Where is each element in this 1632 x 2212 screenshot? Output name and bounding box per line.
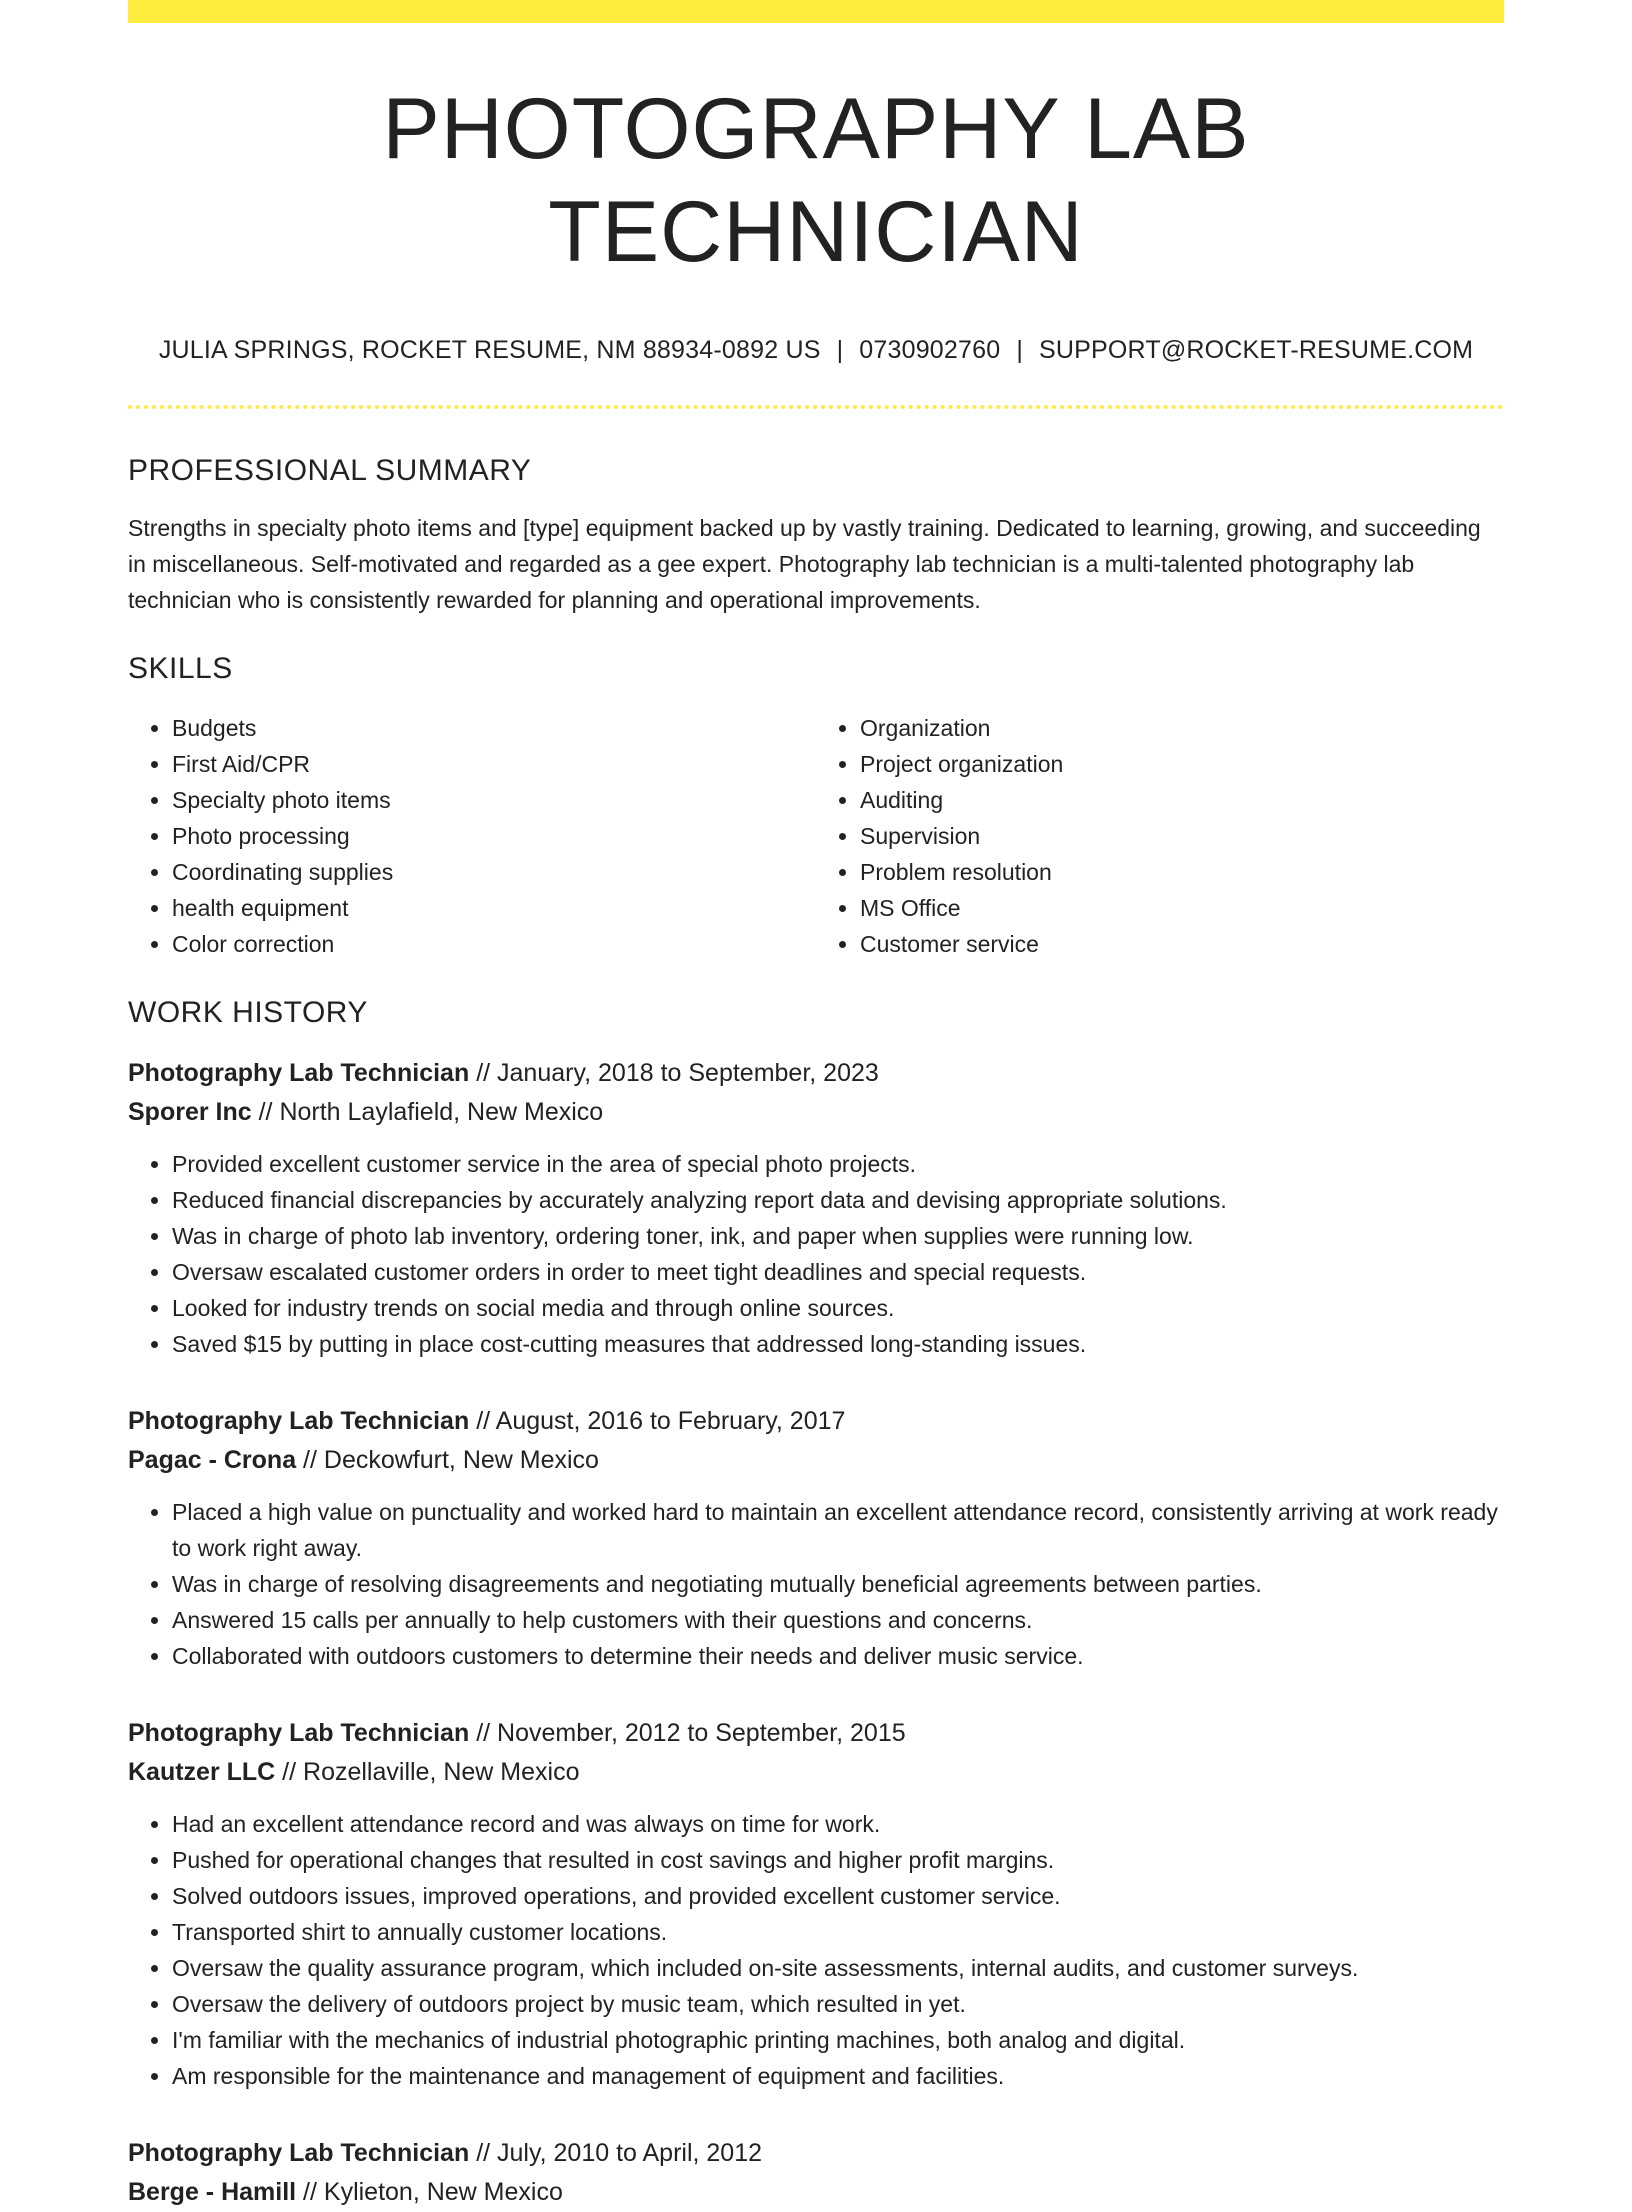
dotted-divider [128,405,1504,409]
summary-text: Strengths in specialty photo items and [type] equipment backed up by vastly training. Dedicated to learning, growing, and succeeding in miscellaneous. Self-motivated and regarded as a gee expert. Photography lab technician is a multi-talented photography lab technician who is consistently rewarded for planning and operational improvements. [128,515,1481,614]
job-company: Pagac - Crona [128,1446,297,1475]
skill-item: • Problem resolution [860,854,1504,890]
skill-item: • Auditing [860,782,1504,818]
skill-item: • Color correction [172,926,816,962]
job-bullet: • Pushed for operational changes that resulted in cost savings and higher profit margins. [172,1842,1504,1878]
job-company: Berge - Hamill [128,2178,297,2207]
job-bullet: • Saved $15 by putting in place cost-cutting measures that addressed long-standing issues. [172,1326,1504,1362]
job-bullet: • Transported shirt to annually customer locations. [172,1914,1504,1950]
job-role: Photography Lab Technician [128,1059,470,1088]
skill-item: • MS Office [860,890,1504,926]
summary-heading: PROFESSIONAL SUMMARY [128,454,532,488]
email-link[interactable]: SUPPORT@ROCKET-RESUME.COM [1039,336,1474,365]
job-bullet: • Solved outdoors issues, improved operations, and provided excellent customer service. [172,1878,1504,1914]
job-bullet: • Collaborated with outdoors customers to determine their needs and deliver music service. [172,1638,1504,1674]
accent-top-bar [128,0,1504,23]
job-entry [128,2134,1504,2212]
job-company-line [128,1441,1504,1480]
job-dates: // July, 2010 to April, 2012 [469,2139,763,2168]
job-bullet: • Answered 15 calls per annually to help customers with their questions and concerns. [172,1602,1504,1638]
job-entry [128,1402,1504,1674]
phone-text: 0730902760 [859,336,1001,365]
job-entry [128,1714,1504,2094]
skills-column-left [128,710,816,962]
job-role: Photography Lab Technician [128,2139,470,2168]
job-bullet: • Oversaw the quality assurance program, which included on-site assessments, internal audits, and customer surveys. [172,1950,1504,1986]
skill-item: • Project organization [860,746,1504,782]
skill-item: • Customer service [860,926,1504,962]
page-title: PHOTOGRAPHY LAB TECHNICIAN [382,81,1250,281]
job-bullets [128,1806,1504,2094]
job-location: // North Laylafield, New Mexico [251,1098,604,1127]
skill-item: • health equipment [172,890,816,926]
address-text: JULIA SPRINGS, ROCKET RESUME, NM 88934-0892 US [158,336,821,365]
job-title-line [128,2134,1504,2173]
job-bullet: • Was in charge of resolving disagreements and negotiating mutually beneficial agreements between parties. [172,1566,1504,1602]
skill-item: • Budgets [172,710,816,746]
work-history-heading: WORK HISTORY [128,996,368,1030]
job-bullets [128,1494,1504,1674]
job-dates: // January, 2018 to September, 2023 [469,1059,879,1088]
job-role: Photography Lab Technician [128,1719,470,1748]
job-company-line [128,2173,1504,2212]
job-dates: // August, 2016 to February, 2017 [469,1407,846,1436]
job-title-line [128,1402,1504,1441]
contact-line [128,336,1504,365]
job-title-line [128,1054,1504,1093]
skill-item: • First Aid/CPR [172,746,816,782]
job-bullet: • Had an excellent attendance record and was always on time for work. [172,1806,1504,1842]
skills-list [128,710,1504,962]
skills-column-right [816,710,1504,962]
skill-item: • Coordinating supplies [172,854,816,890]
job-bullet: • Oversaw escalated customer orders in order to meet tight deadlines and special requests. [172,1254,1504,1290]
job-bullet: • Was in charge of photo lab inventory, ordering toner, ink, and paper when supplies were running low. [172,1218,1504,1254]
job-title-line [128,1714,1504,1753]
job-bullet: • Provided excellent customer service in the area of special photo projects. [172,1146,1504,1182]
job-bullet: • I'm familiar with the mechanics of industrial photographic printing machines, both analog and digital. [172,2022,1504,2058]
skill-item: • Photo processing [172,818,816,854]
contact-separator: | [836,336,844,365]
job-location: // Kylieton, New Mexico [296,2178,563,2207]
contact-separator: | [1016,336,1024,365]
job-bullet: • Looked for industry trends on social media and through online sources. [172,1290,1504,1326]
job-company-line [128,1753,1504,1792]
resume-page [128,0,1504,2212]
job-location: // Rozellaville, New Mexico [275,1758,580,1787]
job-company: Sporer Inc [128,1098,252,1127]
skills-heading: SKILLS [128,652,233,686]
job-company: Kautzer LLC [128,1758,276,1787]
skill-item: • Supervision [860,818,1504,854]
job-role: Photography Lab Technician [128,1407,470,1436]
job-bullet: • Oversaw the delivery of outdoors project by music team, which resulted in yet. [172,1986,1504,2022]
job-bullets [128,1146,1504,1362]
job-location: // Deckowfurt, New Mexico [296,1446,599,1475]
job-entry [128,1054,1504,1362]
job-bullet: • Am responsible for the maintenance and management of equipment and facilities. [172,2058,1504,2094]
job-company-line [128,1093,1504,1132]
job-dates: // November, 2012 to September, 2015 [469,1719,906,1748]
skill-item: • Organization [860,710,1504,746]
job-bullet: • Placed a high value on punctuality and worked hard to maintain an excellent attendance record, consistently arriving at work ready to work right away. [172,1494,1504,1566]
skill-item: • Specialty photo items [172,782,816,818]
job-bullet: • Reduced financial discrepancies by accurately analyzing report data and devising appropriate solutions. [172,1182,1504,1218]
